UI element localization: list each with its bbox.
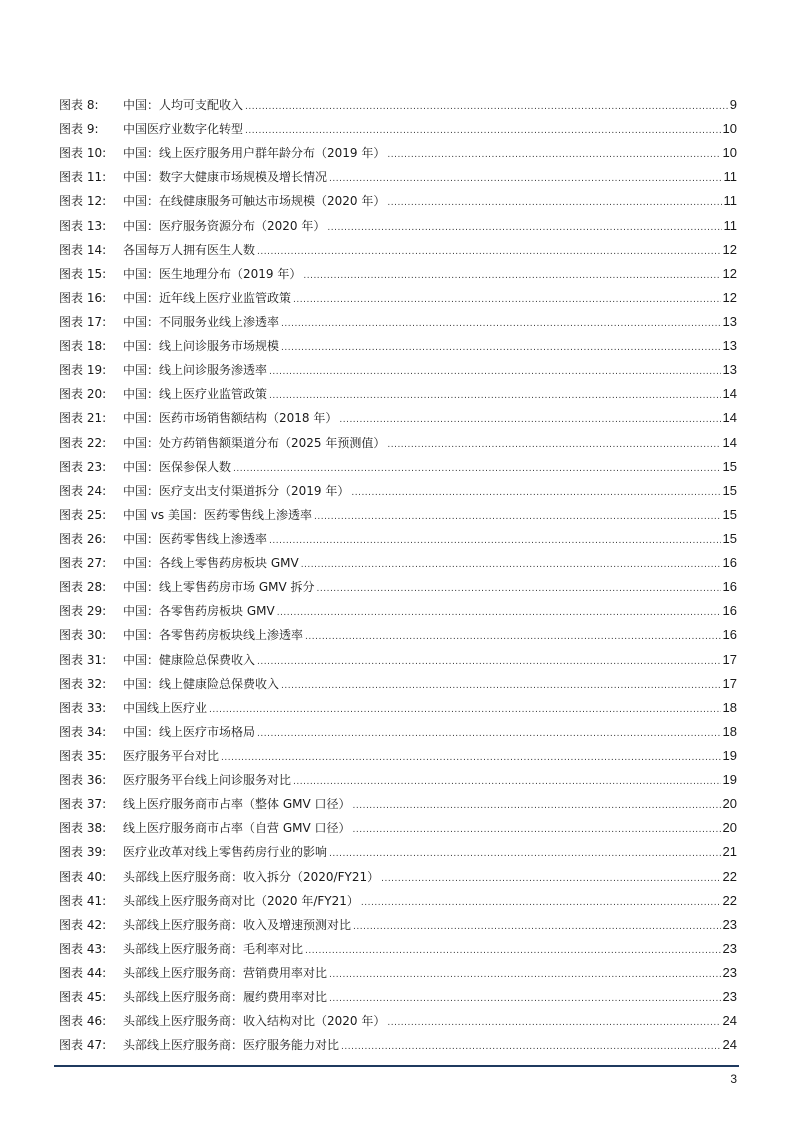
toc-entry-label: 图表 39: xyxy=(59,845,107,860)
toc-entry-label: 图表 12: xyxy=(59,194,107,209)
toc-entry-page: 16 xyxy=(722,555,737,571)
toc-entry-label: 图表 20: xyxy=(59,387,107,402)
toc-leader-dots xyxy=(387,431,720,457)
toc-leader-dots xyxy=(293,768,721,794)
toc-leader-dots xyxy=(351,479,720,505)
toc-entry[interactable] xyxy=(59,238,737,262)
toc-leader-dots xyxy=(209,696,721,722)
toc-entry[interactable] xyxy=(59,961,737,985)
toc-entry-page: 11 xyxy=(723,217,737,233)
toc-entry-title: 中国：各零售药房板块线上渗透率 xyxy=(123,628,304,643)
toc-entry-title: 中国：线上医疗服务用户群年龄分布（2019 年） xyxy=(123,146,386,161)
toc-entry-label: 图表 42: xyxy=(59,917,107,932)
toc-entry-page: 12 xyxy=(722,241,737,257)
toc-entry-page: 21 xyxy=(722,844,737,860)
toc-entry-page: 14 xyxy=(722,434,737,450)
toc-entry-page: 18 xyxy=(722,723,737,739)
toc-entry-label: 图表 34: xyxy=(59,724,107,739)
toc-entry-title: 线上医疗服务商市占率（自营 GMV 口径） xyxy=(123,821,351,836)
toc-entry-title: 头部线上医疗服务商：收入结构对比（2020 年） xyxy=(123,1014,386,1029)
toc-entry-page: 23 xyxy=(722,940,737,956)
toc-entry-page: 22 xyxy=(722,868,737,884)
toc-leader-dots xyxy=(269,527,721,553)
toc-leader-dots xyxy=(269,382,721,408)
toc-leader-dots xyxy=(387,141,720,167)
toc-entry-title: 中国：在线健康服务可触达市场规模（2020 年） xyxy=(123,194,386,209)
toc-entry[interactable] xyxy=(59,1009,737,1033)
toc-entry-label: 图表 29: xyxy=(59,604,107,619)
toc-leader-dots xyxy=(353,913,721,939)
toc-entry-title: 中国：不同服务业线上渗透率 xyxy=(123,314,280,329)
toc-leader-dots xyxy=(281,672,721,698)
toc-entry-page: 14 xyxy=(722,410,737,426)
toc-leader-dots xyxy=(387,189,721,215)
toc-entry-page: 11 xyxy=(723,193,737,209)
toc-entry-title: 中国：医药市场销售额结构（2018 年） xyxy=(123,411,338,426)
toc-entry[interactable] xyxy=(59,816,737,840)
toc-entry-title: 中国：线上健康险总保费收入 xyxy=(123,676,280,691)
toc-entry-page: 20 xyxy=(722,820,737,836)
toc-entry-page: 20 xyxy=(722,796,737,812)
toc-leader-dots xyxy=(317,575,721,601)
toc-entry-page: 22 xyxy=(722,892,737,908)
toc-entry-title: 头部线上医疗服务商：毛利率对比 xyxy=(123,941,304,956)
toc-entry-title: 中国：线上零售药房市场 GMV 拆分 xyxy=(123,580,315,595)
toc-entry-label: 图表 16: xyxy=(59,290,107,305)
toc-entry-title: 中国：医药零售线上渗透率 xyxy=(123,531,268,546)
toc-entry-page: 24 xyxy=(722,1013,737,1029)
toc-entry[interactable] xyxy=(59,334,737,358)
toc-entry-title: 中国：人均可支配收入 xyxy=(123,98,244,112)
toc-entry-label: 图表 24: xyxy=(59,483,107,498)
toc-leader-dots xyxy=(233,455,721,481)
toc-entry-label: 图表 45: xyxy=(59,990,107,1005)
toc-entry[interactable] xyxy=(59,455,737,479)
toc-entry[interactable] xyxy=(59,503,737,527)
toc-entry[interactable] xyxy=(59,117,737,141)
toc-entry-label: 图表 11: xyxy=(59,170,107,185)
toc-entry-label: 图表 25: xyxy=(59,507,107,522)
toc-entry[interactable] xyxy=(59,720,737,744)
toc-entry-page: 16 xyxy=(722,603,737,619)
toc-entry-label: 图表 35: xyxy=(59,748,107,763)
toc-entry-title: 中国：医生地理分布（2019 年） xyxy=(123,266,302,281)
toc-entry-label: 图表 10: xyxy=(59,146,107,161)
toc-entry[interactable] xyxy=(59,1033,737,1057)
toc-entry-page: 14 xyxy=(722,386,737,402)
toc-entry[interactable] xyxy=(59,214,737,238)
toc-entry-label: 图表 41: xyxy=(59,893,107,908)
toc-leader-dots xyxy=(281,334,721,360)
toc-leader-dots xyxy=(361,889,721,915)
toc-entry-label: 图表 43: xyxy=(59,941,107,956)
toc-entry-title: 中国：线上问诊服务渗透率 xyxy=(123,363,268,378)
toc-entry[interactable] xyxy=(59,599,737,623)
toc-leader-dots xyxy=(245,93,728,119)
toc-entry[interactable] xyxy=(59,93,737,117)
toc-leader-dots xyxy=(303,262,720,288)
toc-entry[interactable] xyxy=(59,189,737,213)
toc-entry-title: 线上医疗服务商市占率（整体 GMV 口径） xyxy=(123,797,351,812)
toc-entry-title: 各国每万人拥有医生人数 xyxy=(123,242,256,257)
toc-entry-title: 头部线上医疗服务商对比（2020 年/FY21） xyxy=(123,893,359,908)
toc-leader-dots xyxy=(269,358,721,384)
toc-entry-label: 图表 36: xyxy=(59,773,107,788)
toc-leader-dots xyxy=(301,551,721,577)
toc-entry-label: 图表 44: xyxy=(59,965,107,980)
toc-entry-label: 图表 19: xyxy=(59,363,107,378)
toc-entry-title: 头部线上医疗服务商：收入及增速预测对比 xyxy=(123,917,352,932)
footer-rule xyxy=(54,1065,739,1067)
toc-entry-title: 中国：各零售药房板块 GMV xyxy=(123,604,275,619)
toc-entry-page: 13 xyxy=(722,362,737,378)
toc-entry-title: 中国：线上医疗业监管政策 xyxy=(123,387,268,402)
toc-entry-page: 17 xyxy=(722,651,737,667)
toc-entry[interactable] xyxy=(59,431,737,455)
toc-leader-dots xyxy=(329,985,721,1011)
toc-entry-label: 图表 15: xyxy=(59,266,107,281)
toc-entry-title: 中国：数字大健康市场规模及增长情况 xyxy=(123,170,328,185)
toc-leader-dots xyxy=(305,623,721,649)
toc-entry-label: 图表 9: xyxy=(59,122,99,137)
toc-leader-dots xyxy=(329,961,721,987)
toc-entry-label: 图表 31: xyxy=(59,652,107,667)
toc-entry[interactable] xyxy=(59,985,737,1009)
toc-leader-dots xyxy=(353,792,721,818)
toc-entry-label: 图表 8: xyxy=(59,98,99,112)
toc-entry[interactable] xyxy=(59,286,737,310)
toc-leader-dots xyxy=(387,1009,720,1035)
toc-entry-label: 图表 14: xyxy=(59,242,107,257)
toc-leader-dots xyxy=(329,840,721,866)
toc-entry-title: 中国：医疗服务资源分布（2020 年） xyxy=(123,218,326,233)
toc-leader-dots xyxy=(257,720,721,746)
toc-entry-label: 图表 38: xyxy=(59,821,107,836)
toc-entry[interactable] xyxy=(59,792,737,816)
toc-entry[interactable] xyxy=(59,165,737,189)
toc-entry[interactable] xyxy=(59,889,737,913)
toc-entry-title: 头部线上医疗服务商：履约费用率对比 xyxy=(123,990,328,1005)
page-number: 3 xyxy=(730,1072,737,1086)
toc-entry-page: 13 xyxy=(722,338,737,354)
toc-entry-page: 19 xyxy=(722,747,737,763)
toc-entry-title: 中国：线上问诊服务市场规模 xyxy=(123,339,280,354)
toc-entry-page: 19 xyxy=(722,772,737,788)
toc-entry[interactable] xyxy=(59,937,737,961)
toc-entry-title: 中国医疗业数字化转型 xyxy=(123,122,244,137)
toc-entry-page: 16 xyxy=(722,579,737,595)
toc-entry-label: 图表 40: xyxy=(59,869,107,884)
toc-leader-dots xyxy=(327,214,721,240)
table-of-figures xyxy=(59,93,737,1057)
toc-entry-title: 中国：医保参保人数 xyxy=(123,459,232,474)
toc-entry-page: 15 xyxy=(722,482,737,498)
toc-entry[interactable] xyxy=(59,672,737,696)
toc-leader-dots xyxy=(381,865,720,891)
toc-entry-label: 图表 13: xyxy=(59,218,107,233)
toc-entry[interactable] xyxy=(59,575,737,599)
toc-entry-label: 图表 30: xyxy=(59,628,107,643)
toc-entry[interactable] xyxy=(59,310,737,334)
toc-leader-dots xyxy=(277,599,721,625)
toc-entry-page: 13 xyxy=(722,313,737,329)
toc-entry[interactable] xyxy=(59,551,737,575)
toc-entry-title: 头部线上医疗服务商：营销费用率对比 xyxy=(123,965,328,980)
toc-entry-title: 中国 vs 美国：医药零售线上渗透率 xyxy=(123,507,312,522)
toc-entry-label: 图表 37: xyxy=(59,797,107,812)
toc-entry-label: 图表 46: xyxy=(59,1014,107,1029)
toc-entry-title: 医疗服务平台线上问诊服务对比 xyxy=(123,773,292,788)
toc-entry-label: 图表 18: xyxy=(59,339,107,354)
toc-entry-page: 18 xyxy=(722,699,737,715)
toc-entry-title: 头部线上医疗服务商：医疗服务能力对比 xyxy=(123,1038,340,1053)
toc-entry[interactable] xyxy=(59,358,737,382)
toc-entry[interactable] xyxy=(59,141,737,165)
toc-leader-dots xyxy=(329,165,721,191)
toc-entry-label: 图表 27: xyxy=(59,556,107,571)
toc-entry[interactable] xyxy=(59,623,737,647)
toc-entry-page: 15 xyxy=(722,458,737,474)
toc-entry-page: 15 xyxy=(722,530,737,546)
toc-entry[interactable] xyxy=(59,840,737,864)
toc-entry-label: 图表 23: xyxy=(59,459,107,474)
toc-entry-title: 中国：医疗支出支付渠道拆分（2019 年） xyxy=(123,483,350,498)
toc-leader-dots xyxy=(245,117,721,143)
toc-entry-page: 23 xyxy=(722,989,737,1005)
toc-leader-dots xyxy=(257,648,721,674)
toc-entry-title: 中国：处方药销售额渠道分布（2025 年预测值） xyxy=(123,435,386,450)
toc-entry-page: 10 xyxy=(722,121,737,137)
toc-entry-label: 图表 22: xyxy=(59,435,107,450)
toc-leader-dots xyxy=(221,744,721,770)
toc-entry[interactable] xyxy=(59,527,737,551)
toc-entry[interactable] xyxy=(59,479,737,503)
toc-entry[interactable] xyxy=(59,406,737,430)
toc-leader-dots xyxy=(257,238,721,264)
toc-entry-label: 图表 17: xyxy=(59,314,107,329)
toc-entry[interactable] xyxy=(59,865,737,889)
toc-leader-dots xyxy=(281,310,721,336)
toc-entry[interactable] xyxy=(59,382,737,406)
toc-entry-page: 12 xyxy=(722,265,737,281)
toc-entry-page: 23 xyxy=(722,916,737,932)
toc-entry-title: 中国：各线上零售药房板块 GMV xyxy=(123,556,299,571)
toc-entry-label: 图表 32: xyxy=(59,676,107,691)
toc-entry[interactable] xyxy=(59,696,737,720)
toc-leader-dots xyxy=(341,1033,721,1059)
toc-entry-label: 图表 26: xyxy=(59,531,107,546)
toc-leader-dots xyxy=(314,503,721,529)
toc-entry-label: 图表 47: xyxy=(59,1038,107,1053)
toc-entry-title: 头部线上医疗服务商：收入拆分（2020/FY21） xyxy=(123,869,380,884)
toc-leader-dots xyxy=(293,286,721,312)
toc-entry-page: 24 xyxy=(722,1037,737,1053)
toc-entry-label: 图表 28: xyxy=(59,580,107,595)
toc-entry-page: 15 xyxy=(722,506,737,522)
toc-entry-label: 图表 33: xyxy=(59,700,107,715)
toc-entry-page: 17 xyxy=(722,675,737,691)
toc-entry-title: 中国：健康险总保费收入 xyxy=(123,652,256,667)
toc-entry-title: 医疗业改革对线上零售药房行业的影响 xyxy=(123,845,328,860)
toc-leader-dots xyxy=(353,816,721,842)
toc-entry[interactable] xyxy=(59,648,737,672)
toc-entry-title: 中国：近年线上医疗业监管政策 xyxy=(123,290,292,305)
toc-entry[interactable] xyxy=(59,768,737,792)
toc-entry-page: 10 xyxy=(722,145,737,161)
toc-entry-page: 11 xyxy=(723,169,737,185)
toc-entry-title: 中国线上医疗业 xyxy=(123,700,208,715)
toc-entry[interactable] xyxy=(59,913,737,937)
toc-entry[interactable] xyxy=(59,262,737,286)
toc-leader-dots xyxy=(305,937,721,963)
toc-entry-title: 中国：线上医疗市场格局 xyxy=(123,724,256,739)
toc-entry-page: 23 xyxy=(722,964,737,980)
toc-entry-label: 图表 21: xyxy=(59,411,107,426)
toc-entry-page: 9 xyxy=(729,97,737,112)
toc-entry-page: 16 xyxy=(722,627,737,643)
toc-entry-title: 医疗服务平台对比 xyxy=(123,748,220,763)
toc-entry[interactable] xyxy=(59,744,737,768)
toc-leader-dots xyxy=(339,406,720,432)
toc-entry-page: 12 xyxy=(722,289,737,305)
